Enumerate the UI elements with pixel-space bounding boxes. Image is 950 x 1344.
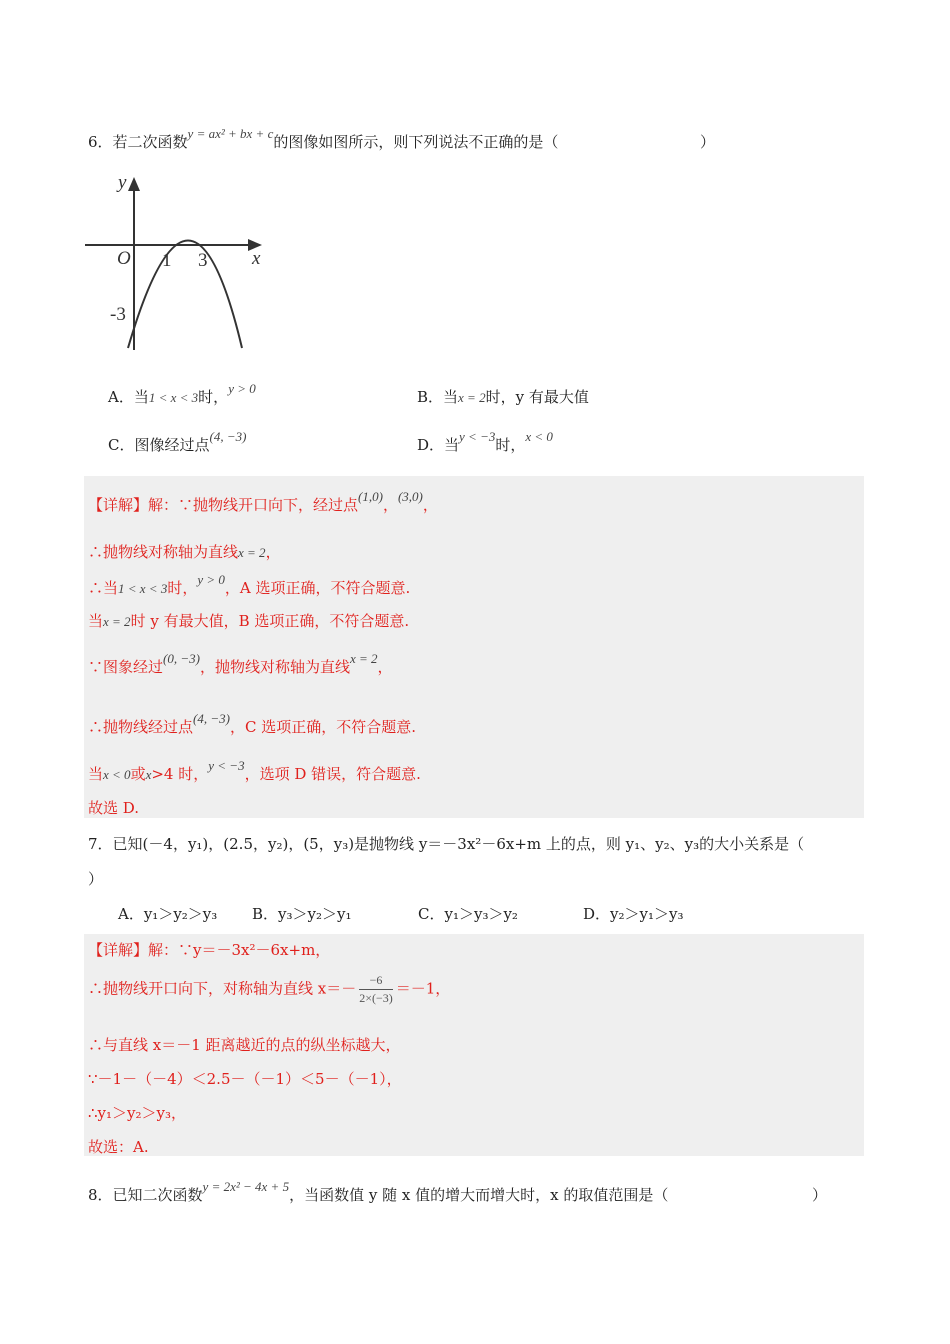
- q6-sol-line5: ∵图象经过(0, −3)，抛物线对称轴为直线x = 2，: [88, 651, 393, 676]
- q7-sol-line2: ∴抛物线开口向下，对称轴为直线 x＝－ $\frac{-6}{2\times(-3)}$ ＝－1，: [88, 973, 451, 1005]
- q6-option-b: B．当x = 2时，y 有最大值: [417, 388, 589, 406]
- q6-prefix: 6．若二次函数: [88, 133, 188, 151]
- q6-sol-line8: 故选 D.: [88, 799, 140, 817]
- q6-close-paren: ）: [700, 133, 716, 151]
- q8-formula: y = 2x² − 4x + 5: [202, 1179, 290, 1194]
- q6-sol-line2: ∴抛物线对称轴为直线x = 2，: [88, 543, 281, 561]
- q8-close-paren: ）: [812, 1186, 828, 1204]
- q6-sol-line7: 当x < 0或x>4 时，y < −3，选项 D 错误，符合题意.: [88, 758, 421, 783]
- q7-option-c: C．y₁＞y₃＞y₂: [418, 905, 518, 923]
- q6-option-d: D．当y < −3时，x < 0: [417, 429, 553, 454]
- q7-stem: 7．已知(－4，y₁)，(2.5，y₂)，(5，y₃)是抛物线 y＝－3x²－6x+m 上的点，则 y₁、y₂、y₃的大小关系是（: [88, 835, 805, 853]
- y-axis-label: y: [118, 172, 127, 193]
- y-axis-arrow: [128, 177, 140, 191]
- q7-sol-line3: ∴与直线 x＝－1 距离越近的点的纵坐标越大，: [88, 1036, 401, 1054]
- x-axis-label: x: [252, 248, 261, 269]
- q8-stem: 8．已知二次函数y = 2x² − 4x + 5，当函数值 y 随 x 值的增大而增大时，x 的取值范围是（: [88, 1179, 669, 1204]
- q7-option-d: D．y₂＞y₁＞y₃: [583, 905, 684, 923]
- q6-parabola-graph: [80, 165, 280, 360]
- q6-sol-line6: ∴抛物线经过点(4, −3)，C 选项正确，不符合题意.: [88, 711, 416, 736]
- y-intercept-label: -3: [110, 304, 126, 325]
- q6-option-a: A．当1 < x < 3时，y > 0: [108, 381, 256, 406]
- q6-sol-line3: ∴当1 < x < 3时，y > 0，A 选项正确，不符合题意.: [88, 572, 411, 597]
- q6-sol-line4: 当x = 2时 y 有最大值，B 选项正确，不符合题意.: [88, 612, 410, 630]
- solution-tag: 【详解】: [88, 496, 149, 514]
- q6-sol-line1: 【详解】解：∵抛物线开口向下，经过点(1,0)，(3,0)，: [88, 489, 438, 514]
- root-3-label: 3: [198, 250, 208, 271]
- q6-formula: y = ax² + bx + c: [187, 126, 274, 141]
- q6-option-c: C．图像经过点(4, −3): [108, 429, 247, 454]
- origin-label: O: [117, 248, 131, 269]
- root-1-label: 1: [162, 250, 172, 271]
- q7-sol-line6: 故选：A.: [88, 1138, 149, 1156]
- q6-stem: [88, 126, 559, 152]
- parabola-curve: [128, 241, 242, 349]
- q7-sol-line4: ∵－1－（－4）＜2.5－（－1）＜5－（－1），: [88, 1070, 402, 1088]
- q7-sol-line1: 【详解】解：∵y＝－3x²－6x+m，: [88, 941, 331, 959]
- q7-option-b: B．y₃＞y₂＞y₁: [252, 905, 352, 923]
- q7-fraction: $\frac{-6}{2\times(-3)}$: [359, 973, 393, 1005]
- q7-option-a: A．y₁＞y₂＞y₃: [118, 905, 218, 923]
- q7-sol-line5: ∴y₁＞y₂＞y₃，: [88, 1104, 187, 1122]
- q6-suffix: 的图像如图所示，则下列说法不正确的是（: [273, 133, 559, 151]
- solution-tag: 【详解】: [88, 941, 149, 959]
- q7-close-paren: ）: [88, 870, 104, 888]
